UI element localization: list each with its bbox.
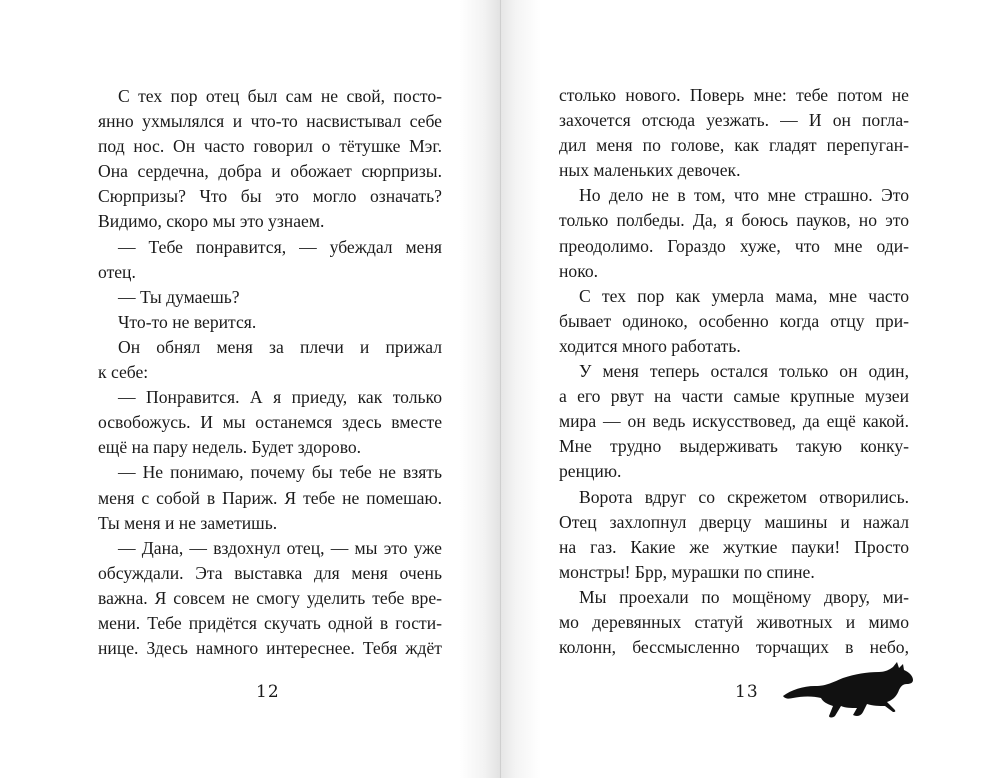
cat-silhouette-icon bbox=[781, 660, 916, 720]
left-text-line: отец. bbox=[98, 261, 136, 282]
right-text-line: монстры! Брр, мурашки по спине. bbox=[559, 561, 815, 582]
right-text-line: Но дело не в том, что мне страшно. Это bbox=[579, 185, 909, 206]
left-text-line: С тех пор отец был сам не свой, посто- bbox=[118, 86, 442, 106]
right-text-line: ных маленьких девочек. bbox=[559, 160, 741, 181]
right-text-line: преодолимо. Гораздо хуже, что мне оди- bbox=[559, 235, 909, 256]
right-text-line: С тех пор как умерла мама, мне часто bbox=[579, 285, 909, 306]
left-text-line: ещё на пару недель. Будет здорово. bbox=[98, 437, 362, 458]
right-text-line: мо деревянных статуй животных и мимо bbox=[559, 611, 909, 632]
right-text-line: захочется отсюда уезжать. — И он погла- bbox=[559, 110, 909, 131]
right-text-line: Отец захлопнул дверцу машины и нажал bbox=[559, 511, 909, 532]
right-text-line: дил меня по голове, как гладят перепуган- bbox=[559, 135, 909, 156]
left-text-line: — Не понимаю, почему бы тебе не взять bbox=[118, 462, 442, 483]
left-text-line: Он обнял меня за плечи и прижал bbox=[118, 336, 442, 357]
left-page bbox=[0, 0, 500, 778]
left-page-number: 12 bbox=[256, 682, 280, 702]
left-text-line: нице. Здесь намного интереснее. Тебя ждёт bbox=[98, 638, 442, 659]
right-text-line: бывает одиноко, особенно когда отцу при- bbox=[559, 310, 909, 331]
right-page-number: 13 bbox=[735, 682, 759, 702]
right-text-line: только полбеды. Да, я боюсь пауков, но это bbox=[559, 210, 909, 231]
left-text-line: к себе: bbox=[98, 362, 149, 383]
left-text-line: — Тебе понравится, — убеждал меня bbox=[118, 236, 442, 257]
right-text-line: Мне трудно выдерживать такую конку- bbox=[559, 436, 909, 457]
right-text-line: столько нового. Поверь мне: тебе потом не bbox=[559, 85, 909, 105]
left-text-line: обсуждали. Эта выставка для меня очень bbox=[98, 562, 442, 583]
left-text-line: важна. Я совсем не смогу уделить тебе вре- bbox=[98, 587, 442, 608]
right-text-line: а его рвут на части самые крупные музеи bbox=[559, 386, 909, 407]
left-text-line: янно ухмылялся и что-то насвистывал себе bbox=[98, 111, 442, 132]
left-text-line: — Понравится. А я приеду, как только bbox=[118, 387, 442, 408]
right-text-line: на газ. Какие же жуткие пауки! Просто bbox=[559, 536, 909, 557]
left-text-line: мени. Тебе придётся скучать одной в гости- bbox=[98, 612, 442, 633]
left-text-line: Что-то не верится. bbox=[118, 311, 257, 332]
left-text-line: освобожусь. И мы останемся здесь вместе bbox=[98, 412, 442, 433]
left-page-text bbox=[98, 84, 442, 661]
right-text-line: Мы проехали по мощёному двору, ми- bbox=[579, 586, 909, 607]
right-text-line: ходится много работать. bbox=[559, 335, 741, 356]
left-text-line: Видимо, скоро мы это узнаем. bbox=[98, 211, 325, 232]
left-text-line: — Ты думаешь? bbox=[118, 286, 240, 307]
right-text-line: ноко. bbox=[559, 260, 599, 281]
left-text-line: Ты меня и не заметишь. bbox=[98, 512, 278, 533]
right-page bbox=[501, 0, 1001, 778]
right-text-line: Ворота вдруг со скрежетом отворились. bbox=[579, 486, 909, 507]
right-page-text bbox=[559, 83, 909, 660]
left-text-line: — Дана, — вздохнул отец, — мы это уже bbox=[118, 537, 442, 558]
right-text-line: мира — он ведь искусствовед, да ещё какой. bbox=[559, 411, 909, 432]
right-text-line: колонн, бессмысленно торчащих в небо, bbox=[559, 637, 909, 658]
left-text-line: Сюрпризы? Что бы это могло означать? bbox=[98, 186, 442, 207]
left-text-line: под нос. Он часто говорил о тётушке Мэг. bbox=[98, 136, 442, 157]
right-text-line: У меня теперь остался только он один, bbox=[579, 361, 909, 382]
left-text-line: Она сердечна, добра и обожает сюрпризы. bbox=[98, 161, 442, 182]
right-text-line: ренцию. bbox=[559, 461, 622, 482]
left-text-line: меня с собой в Париж. Я тебе не помешаю. bbox=[98, 487, 442, 508]
